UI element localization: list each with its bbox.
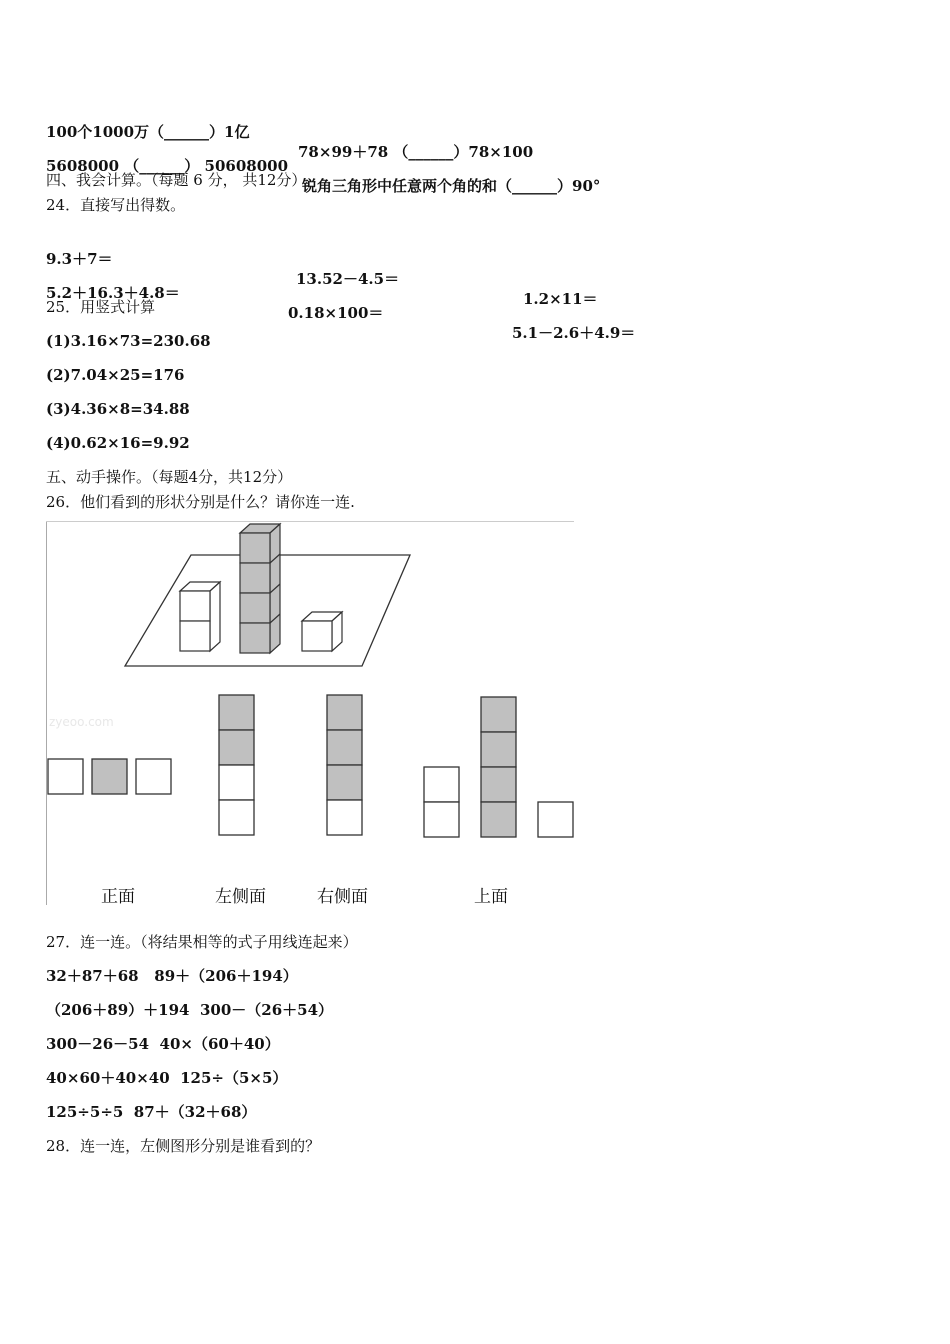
q27-row-2: （206＋89）＋194 300－（26＋54） [46, 1001, 334, 1019]
label-front: 正面 [101, 887, 135, 905]
label-left-side: 左侧面 [215, 887, 266, 905]
q26-diagram [46, 521, 576, 905]
view-column-b [327, 695, 362, 835]
label-top: 上面 [474, 887, 508, 905]
q24-item-1: 9.3＋7＝ [46, 250, 113, 268]
q28-title: 28．连一连，左侧图形分别是谁看到的？ [46, 1137, 321, 1155]
q24-title: 24．直接写出得数。 [46, 196, 186, 214]
stack-right [302, 612, 342, 651]
compare-1b: 78×99＋78 （______）78×100 [298, 143, 534, 161]
watermark: zyeoo.com [49, 715, 114, 729]
q27-row-1: 32＋87＋68 89＋（206＋194） [46, 967, 298, 985]
q27-row-3: 300－26－54 40×（60＋40） [46, 1035, 280, 1053]
q25-item-3: (3)4.36×8=34.88 [46, 400, 190, 418]
q24-item-6: 5.1－2.6＋4.9＝ [512, 324, 636, 342]
q24-item-3: 1.2×11＝ [523, 290, 598, 308]
compare-1a: 100个1000万（______）1亿 [46, 123, 250, 141]
q27-title: 27．连一连。（将结果相等的式子用线连起来） [46, 933, 358, 951]
q27-row-4: 40×60＋40×40 125÷（5×5） [46, 1069, 288, 1087]
view-column-a [219, 695, 254, 835]
q26-title: 26．他们看到的形状分别是什么？请你连一连. [46, 493, 355, 511]
stack-middle [240, 524, 280, 653]
section-4-title: 四、我会计算。（每题 6 分， 共12分） [46, 171, 307, 189]
stack-left [180, 582, 220, 651]
q25-item-4: (4)0.62×16=9.92 [46, 434, 190, 452]
q24-item-2: 13.52－4.5＝ [296, 270, 400, 288]
view-front-row [48, 759, 171, 794]
q25-item-2: (2)7.04×25=176 [46, 366, 185, 384]
compare-2b: 锐角三角形中任意两个角的和（______）90° [302, 177, 601, 195]
compare-2a: 5608000 （______） 50608000 [46, 157, 288, 175]
q25-title: 25．用竖式计算 [46, 298, 156, 316]
label-right-side: 右侧面 [317, 887, 368, 905]
q24-item-5: 0.18×100＝ [288, 304, 384, 322]
q27-row-5: 125÷5÷5 87＋（32＋68） [46, 1103, 257, 1121]
q26-figure [46, 521, 576, 905]
q25-item-1: (1)3.16×73=230.68 [46, 332, 211, 350]
section-5-title: 五、动手操作。（每题4分，共12分） [46, 468, 293, 486]
view-side-group [424, 697, 573, 837]
q24-item-4: 5.2＋16.3＋4.8＝ [46, 284, 180, 302]
